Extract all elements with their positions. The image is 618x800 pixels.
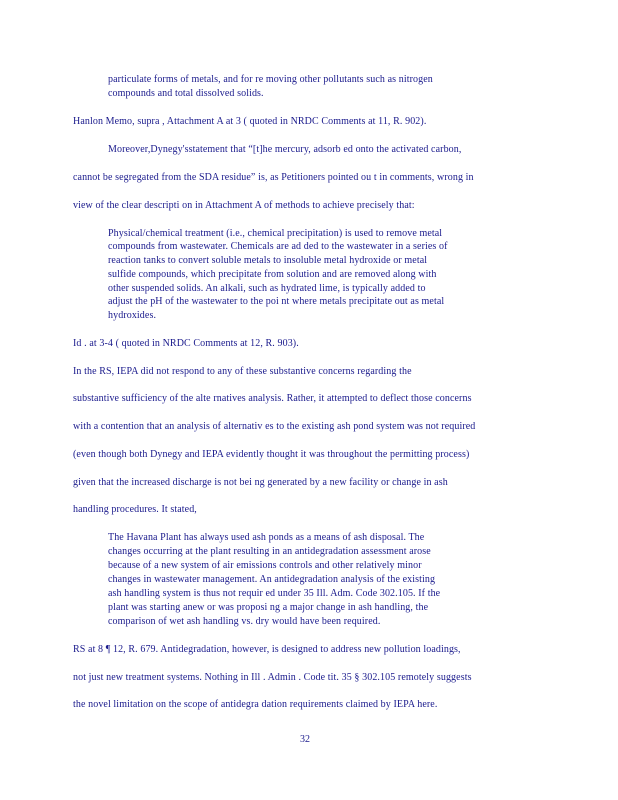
citation-line: Id . at 3-4 ( quoted in NRDC Comments at 12, R. 903). <box>73 338 299 349</box>
body-line: view of the clear descripti on in Attachment A of methods to achieve precisely that: <box>73 200 415 211</box>
citation-line: Hanlon Memo, supra , Attachment A at 3 ( quoted in NRDC Comments at 11, R. 902). <box>73 116 427 127</box>
quote-line: sulfide compounds, which precipitate from solution and are removed along with <box>108 269 437 280</box>
quote-line: plant was starting anew or was proposi ng a major change in ash handling, the <box>108 602 429 613</box>
quote-line: compounds and total dissolved solids. <box>108 88 264 99</box>
body-line: (even though both Dynegy and IEPA evidently thought it was throughout the permitting process) <box>73 449 470 460</box>
body-line: In the RS, IEPA did not respond to any of these substantive concerns regarding the <box>73 366 412 377</box>
quote-line: The Havana Plant has always used ash ponds as a means of ash disposal. The <box>108 532 425 543</box>
quote-line: compounds from wastewater. Chemicals are ad ded to the wastewater in a series of <box>108 241 448 252</box>
body-line: substantive sufficiency of the alte rnatives analysis. Rather, it attempted to deflect those concerns <box>73 393 472 404</box>
quote-line: changes occurring at the plant resulting in an antidegradation assessment arose <box>108 546 431 557</box>
quote-line: Physical/chemical treatment (i.e., chemical precipitation) is used to remove metal <box>108 228 443 239</box>
body-line: with a contention that an analysis of alternativ es to the existing ash pond system was not required <box>73 421 476 432</box>
body-line: Moreover,Dynegy'sstatement that “[t]he mercury, adsorb ed onto the activated carbon, <box>108 144 462 155</box>
quote-line: ash handling system is thus not requir ed under 35 Ill. Adm. Code 302.105. If the <box>108 588 441 599</box>
quote-line: adjust the pH of the wastewater to the poi nt where metals precipitate out as metal <box>108 296 445 307</box>
body-line: handling procedures. It stated, <box>73 504 197 515</box>
body-line: cannot be segregated from the SDA residue” is, as Petitioners pointed ou t in comments, wrong in <box>73 172 474 183</box>
quote-line: particulate forms of metals, and for re moving other pollutants such as nitrogen <box>108 74 433 85</box>
body-line: not just new treatment systems. Nothing in Ill . Admin . Code tit. 35 § 302.105 remotely suggests <box>73 672 472 683</box>
quote-line: comparison of wet ash handling vs. dry would have been required. <box>108 616 381 627</box>
page-number: 32 <box>300 734 310 745</box>
body-line: given that the increased discharge is not bei ng generated by a new facility or change in ash <box>73 477 448 488</box>
quote-line: changes in wastewater management. An antidegradation analysis of the existing <box>108 574 436 585</box>
body-line: RS at 8 ¶ 12, R. 679. Antidegradation, however, is designed to address new pollution loadings, <box>73 644 461 655</box>
quote-line: because of a new system of air emissions controls and other relatively minor <box>108 560 422 571</box>
quote-line: reaction tanks to convert soluble metals to insoluble metal hydroxide or metal <box>108 255 428 266</box>
quote-line: other suspended solids. An alkali, such as hydrated lime, is typically added to <box>108 283 426 294</box>
quote-line: hydroxides. <box>108 310 157 321</box>
body-line: the novel limitation on the scope of antidegra dation requirements claimed by IEPA here. <box>73 699 438 710</box>
